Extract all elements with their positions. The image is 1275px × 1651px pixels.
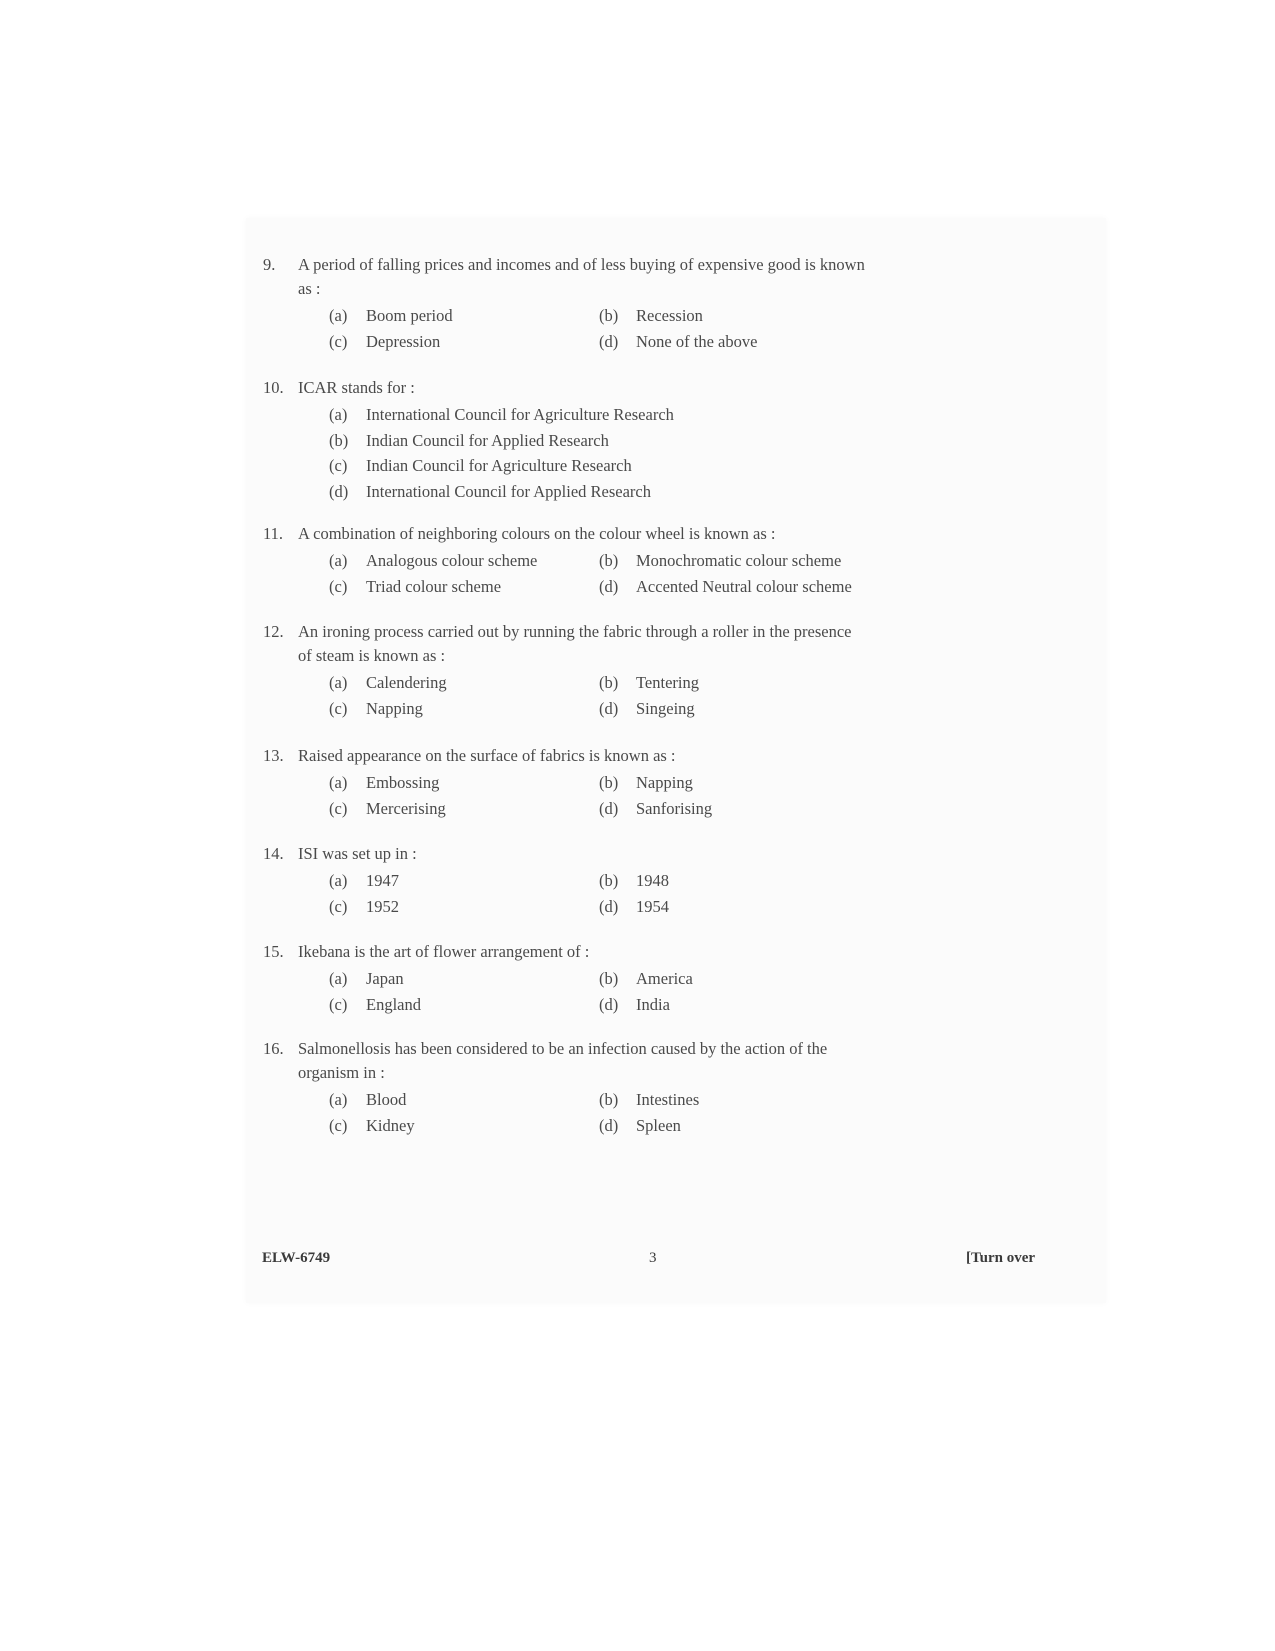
page-number: 3 — [649, 1250, 657, 1266]
option-label: (d) — [599, 1115, 619, 1135]
options — [263, 548, 903, 599]
option-label: (c) — [329, 896, 348, 916]
options — [263, 402, 903, 504]
question-number: 12. — [263, 622, 284, 641]
option-label: (a) — [329, 673, 348, 692]
option-label: (d) — [599, 331, 619, 351]
option-label: (c) — [329, 698, 348, 718]
options — [263, 966, 903, 1017]
option-label: (b) — [599, 969, 619, 988]
option-text: Recession — [636, 306, 703, 325]
option-text: International Council for Applied Research — [366, 481, 651, 501]
option-label: (c) — [329, 1115, 348, 1135]
option-text: Boom period — [366, 306, 453, 325]
option-label: (c) — [329, 456, 348, 475]
option-text: Kidney — [366, 1115, 415, 1135]
option-label: (d) — [599, 698, 619, 718]
option-text: Monochromatic colour scheme — [636, 551, 842, 570]
question-number: 14. — [263, 844, 284, 863]
option-text: Analogous colour scheme — [366, 551, 538, 570]
question-text: A period of falling prices and incomes and of less buying of expensive good is known — [298, 255, 865, 274]
question-text: A combination of neighboring colours on the colour wheel is known as : — [298, 524, 776, 543]
turn-over-note: [Turn over — [966, 1250, 1036, 1266]
question-text-continued: as : — [298, 279, 321, 298]
options — [263, 868, 903, 919]
question-number: 11. — [263, 524, 284, 543]
question-text: Raised appearance on the surface of fabrics is known as : — [298, 746, 676, 765]
option-text: 1954 — [636, 896, 669, 916]
question-number: 9. — [263, 255, 276, 274]
option-label: (b) — [599, 1090, 619, 1109]
options — [263, 770, 903, 821]
option-text: 1948 — [636, 871, 669, 890]
option-label: (b) — [599, 551, 619, 570]
option-text: Embossing — [366, 773, 440, 792]
option-text: Napping — [636, 773, 693, 792]
option-text: None of the above — [636, 331, 758, 351]
option-label: (b) — [599, 871, 619, 890]
option-label: (d) — [599, 896, 619, 916]
option-text: Spleen — [636, 1115, 681, 1135]
option-text: Mercerising — [366, 798, 446, 818]
question-text: Salmonellosis has been considered to be an infection caused by the action of the — [298, 1039, 828, 1058]
option-text: Tentering — [636, 673, 699, 692]
option-text: Japan — [366, 969, 404, 988]
option-label: (c) — [329, 576, 348, 596]
option-text: Indian Council for Applied Research — [366, 430, 609, 450]
paper-code: ELW-6749 — [262, 1250, 331, 1266]
option-label: (a) — [329, 551, 348, 570]
option-label: (b) — [599, 306, 619, 325]
question-number: 10. — [263, 378, 284, 397]
option-text: America — [636, 969, 693, 988]
option-label: (b) — [329, 430, 349, 450]
question-13 — [263, 744, 903, 821]
option-label: (b) — [599, 773, 619, 792]
question-text-continued: organism in : — [298, 1063, 385, 1082]
options — [263, 1087, 903, 1138]
option-label: (d) — [599, 576, 619, 596]
option-label: (b) — [599, 673, 619, 692]
option-label: (a) — [329, 969, 348, 988]
question-text-continued: of steam is known as : — [298, 646, 446, 665]
options — [263, 303, 903, 354]
option-label: (c) — [329, 994, 348, 1014]
option-text: Indian Council for Agriculture Research — [366, 456, 632, 475]
option-label: (a) — [329, 405, 348, 424]
option-label: (d) — [329, 481, 349, 501]
question-text: An ironing process carried out by running the fabric through a roller in the presence — [298, 622, 852, 641]
option-label: (a) — [329, 871, 348, 890]
option-label: (d) — [599, 994, 619, 1014]
options — [263, 670, 903, 721]
question-text: ISI was set up in : — [298, 844, 417, 863]
option-text: 1947 — [366, 871, 399, 890]
option-label: (d) — [599, 798, 619, 818]
question-9 — [263, 253, 903, 354]
option-text: Napping — [366, 698, 423, 718]
option-label: (c) — [329, 798, 348, 818]
question-11 — [263, 522, 903, 599]
option-text: India — [636, 994, 670, 1014]
option-label: (a) — [329, 773, 348, 792]
option-text: Singeing — [636, 698, 695, 718]
option-text: Calendering — [366, 673, 447, 692]
option-text: Depression — [366, 331, 441, 351]
question-10 — [263, 376, 903, 504]
option-text: Accented Neutral colour scheme — [636, 576, 852, 596]
option-label: (a) — [329, 306, 348, 325]
question-12 — [263, 620, 903, 721]
question-number: 15. — [263, 942, 284, 961]
option-text: Blood — [366, 1090, 407, 1109]
option-text: Sanforising — [636, 798, 713, 818]
question-16 — [263, 1037, 903, 1138]
question-number: 16. — [263, 1039, 284, 1058]
question-14 — [263, 842, 903, 919]
option-text: Triad colour scheme — [366, 576, 502, 596]
option-text: Intestines — [636, 1090, 700, 1109]
question-number: 13. — [263, 746, 284, 765]
question-15 — [263, 940, 903, 1017]
option-label: (a) — [329, 1090, 348, 1109]
option-text: England — [366, 994, 421, 1014]
option-text: International Council for Agriculture Research — [366, 405, 674, 424]
question-text: ICAR stands for : — [298, 378, 415, 397]
question-text: Ikebana is the art of flower arrangement of : — [298, 942, 590, 961]
option-text: 1952 — [366, 896, 399, 916]
option-label: (c) — [329, 331, 348, 351]
